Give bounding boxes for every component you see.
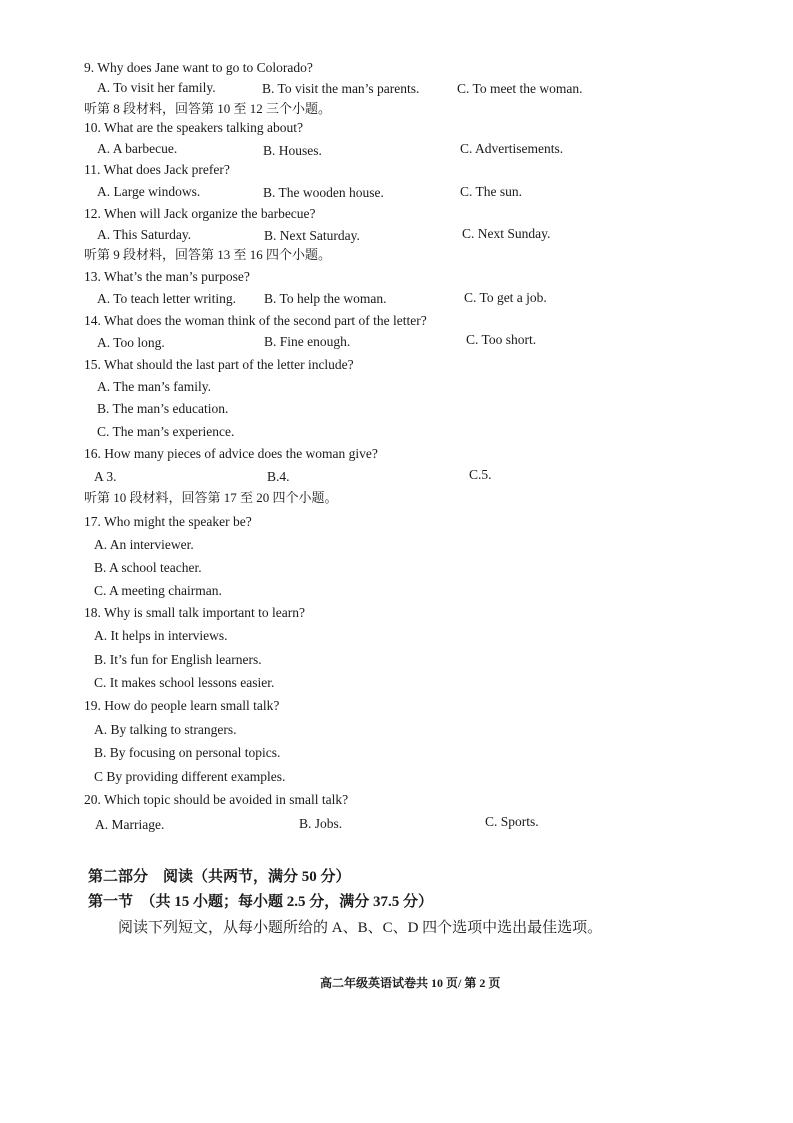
question-11: 11. What does Jack prefer? <box>84 162 230 177</box>
q20-option-c: C. Sports. <box>485 814 539 829</box>
q14-option-a: A. Too long. <box>97 335 165 350</box>
q14-option-b: B. Fine enough. <box>264 334 351 349</box>
q12-option-a: A. This Saturday. <box>97 227 192 242</box>
q9-option-a: A. To visit her family. <box>97 80 216 95</box>
q16-option-a: A 3. <box>94 469 117 484</box>
q17-option-b: B. A school teacher. <box>94 560 202 575</box>
q10-option-c: C. Advertisements. <box>460 141 564 156</box>
section-8-instruction: 听第 8 段材料，回答第 10 至 12 三个小题。 <box>84 101 332 116</box>
question-14: 14. What does the woman think of the second part of the letter? <box>84 313 427 328</box>
q19-option-c: C By providing different examples. <box>94 769 286 784</box>
q12-option-b: B. Next Saturday. <box>264 228 360 243</box>
q20-option-a: A. Marriage. <box>95 817 165 832</box>
q9-option-c: C. To meet the woman. <box>457 81 583 96</box>
q13-option-b: B. To help the woman. <box>264 291 387 306</box>
question-17: 17. Who might the speaker be? <box>84 514 252 529</box>
q15-option-b: B. The man’s education. <box>97 401 229 416</box>
q13-option-c: C. To get a job. <box>464 290 547 305</box>
q15-option-a: A. The man’s family. <box>97 379 211 394</box>
question-9: 9. Why does Jane want to go to Colorado? <box>84 60 313 75</box>
q19-option-a: A. By talking to strangers. <box>94 722 237 737</box>
part-two-title: 第二部分 阅读（共两节，满分 50 分） <box>88 869 351 885</box>
q17-option-a: A. An interviewer. <box>94 537 194 552</box>
question-19: 19. How do people learn small talk? <box>84 698 280 713</box>
q11-option-b: B. The wooden house. <box>263 185 384 200</box>
q19-option-b: B. By focusing on personal topics. <box>94 745 281 760</box>
q14-option-c: C. Too short. <box>466 332 537 347</box>
q18-option-c: C. It makes school lessons easier. <box>94 675 275 690</box>
q10-option-a: A. A barbecue. <box>97 141 178 156</box>
q15-option-c: C. The man’s experience. <box>97 424 235 439</box>
question-15: 15. What should the last part of the letter include? <box>84 357 354 372</box>
q20-option-b: B. Jobs. <box>299 816 343 831</box>
question-12: 12. When will Jack organize the barbecue? <box>84 206 316 221</box>
section-10-instruction: 听第 10 段材料，回答第 17 至 20 四个小题。 <box>84 490 338 505</box>
q10-option-b: B. Houses. <box>263 143 322 158</box>
q16-option-b: B.4. <box>267 469 290 484</box>
question-13: 13. What’s the man’s purpose? <box>84 269 250 284</box>
q11-option-a: A. Large windows. <box>97 184 201 199</box>
q18-option-a: A. It helps in interviews. <box>94 628 228 643</box>
q11-option-c: C. The sun. <box>460 184 523 199</box>
page-footer: 高二年级英语试卷共 10 页/ 第 2 页 <box>320 976 501 990</box>
section-one-title: 第一节 （共 15 小题；每小题 2.5 分，满分 37.5 分） <box>88 894 434 910</box>
q13-option-a: A. To teach letter writing. <box>97 291 237 306</box>
question-18: 18. Why is small talk important to learn? <box>84 605 305 620</box>
section-9-instruction: 听第 9 段材料，回答第 13 至 16 四个小题。 <box>84 247 332 262</box>
question-20: 20. Which topic should be avoided in small talk? <box>84 792 349 807</box>
question-10: 10. What are the speakers talking about? <box>84 120 304 135</box>
question-16: 16. How many pieces of advice does the woman give? <box>84 446 378 461</box>
q9-option-b: B. To visit the man’s parents. <box>262 81 420 96</box>
q12-option-c: C. Next Sunday. <box>462 226 551 241</box>
reading-instruction: 阅读下列短文，从每小题所给的 A、B、C、D 四个选项中选出最佳选项。 <box>118 920 603 936</box>
q16-option-c: C.5. <box>469 467 492 482</box>
q18-option-b: B. It’s fun for English learners. <box>94 652 262 667</box>
q17-option-c: C. A meeting chairman. <box>94 583 222 598</box>
